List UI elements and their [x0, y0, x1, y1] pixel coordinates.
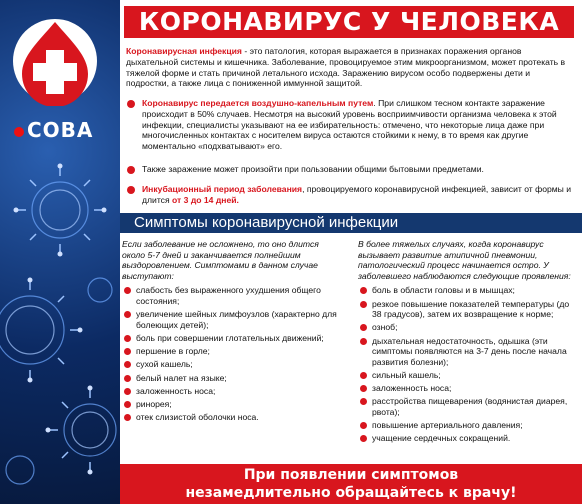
list-item: дыхательная недостаточность, одышка (эти симптомы появляются на 3-7 день после начала развития болезни); [358, 336, 576, 368]
footer-banner [120, 464, 582, 504]
symptoms-severe-column [358, 239, 576, 446]
virus-image-panel [0, 0, 120, 504]
footer-line-2: незамедлительно обращайтесь к врачу! [185, 485, 517, 501]
page-title: КОРОНАВИРУС У ЧЕЛОВЕКА [124, 6, 574, 38]
intro-text: - это патология, которая выражается в признаках поражения органов дыхательной системы и кишечника. Заболевание, провоцируемое этим микроорганизмом, может протекать в тяжелой форме и стать причиной летального исхода. Заражению вирусом особо подвержены дети и подростки, а также лица с пониженной иммунной защитой. [126, 46, 566, 89]
column-intro: Если заболевание не осложнено, то оно длится около 5-7 дней и заканчивается полнейшим выздоровлением. Симптомами в данном случае выступают: [122, 239, 319, 281]
main-content [120, 0, 582, 504]
brand-dot-icon [14, 127, 24, 137]
medical-cross-logo [10, 16, 100, 106]
list-item: слабость без выраженного ухудшения общего состояния; [122, 285, 342, 306]
list-item: ринорея; [122, 399, 342, 410]
list-item: боль при совершении глотательных движений; [122, 333, 342, 344]
symptom-list-mild [122, 285, 342, 422]
list-item: резкое повышение показателей температуры (до 38 градусов), затем их возвращение к норме; [358, 299, 576, 320]
bullet-text: Также заражение может произойти при пользовании общими бытовыми предметами. [142, 164, 484, 174]
bullet-lead: Коронавирус передается воздушно-капельным путем [142, 98, 374, 108]
list-item: отек слизистой оболочки носа. [122, 412, 342, 423]
list-item: заложенность носа; [358, 383, 576, 394]
list-item: сухой кашель; [122, 359, 342, 370]
list-item: повышение артериального давления; [358, 420, 576, 431]
bullet-incubation [142, 184, 572, 206]
brand-name: СОВА [27, 118, 94, 142]
list-item: першение в горле; [122, 346, 342, 357]
bullet-lead: Инкубационный период заболевания [142, 184, 303, 194]
bullet-household [142, 164, 572, 175]
list-item: сильный кашель; [358, 370, 576, 381]
column-intro: В более тяжелых случаях, когда коронавирус вызывает развитие атипичной пневмонии, патологический процесс начинается остро. У заболевшего наблюдаются следующие проявления: [358, 239, 571, 281]
footer-line-1: При появлении симптомов [243, 467, 459, 483]
list-item: заложенность носа; [122, 386, 342, 397]
intro-lead: Коронавирусная инфекция [126, 46, 242, 56]
list-item: боль в области головы и в мышцах; [358, 285, 576, 296]
bullet-transmission [142, 98, 572, 152]
brand-logo [14, 118, 93, 142]
bullet-tail: от 3 до 14 дней. [172, 194, 239, 205]
list-item: озноб; [358, 322, 576, 333]
intro-paragraph [126, 46, 572, 89]
list-item: увеличение шейных лимфоузлов (характерно для болеющих детей); [122, 309, 342, 330]
symptoms-mild-column [122, 239, 342, 425]
bullet-text: , провоцируемого коронавирусной инфекцией, зависит от формы и длится [142, 184, 572, 205]
list-item: расстройства пищеварения (водянистая диарея, рвота); [358, 396, 576, 417]
symptoms-header: Симптомы коронавирусной инфекции [120, 213, 582, 233]
symptom-list-severe [358, 285, 576, 443]
bullet-text: . При слишком тесном контакте заражение происходит в 50% случаев. Несмотря на высокий уровень восприимчивости организма человека к этой инфекции, специалисты указывают на ее избирательность: отмечено, что некоторые лица даже при многочисленных контактах с носителем вируса остаются стойкими к нему, в то время как другие моментально «подхватывают» его. [142, 98, 557, 152]
list-item: белый налет на языке; [122, 373, 342, 384]
list-item: учащение сердечных сокращений. [358, 433, 576, 444]
